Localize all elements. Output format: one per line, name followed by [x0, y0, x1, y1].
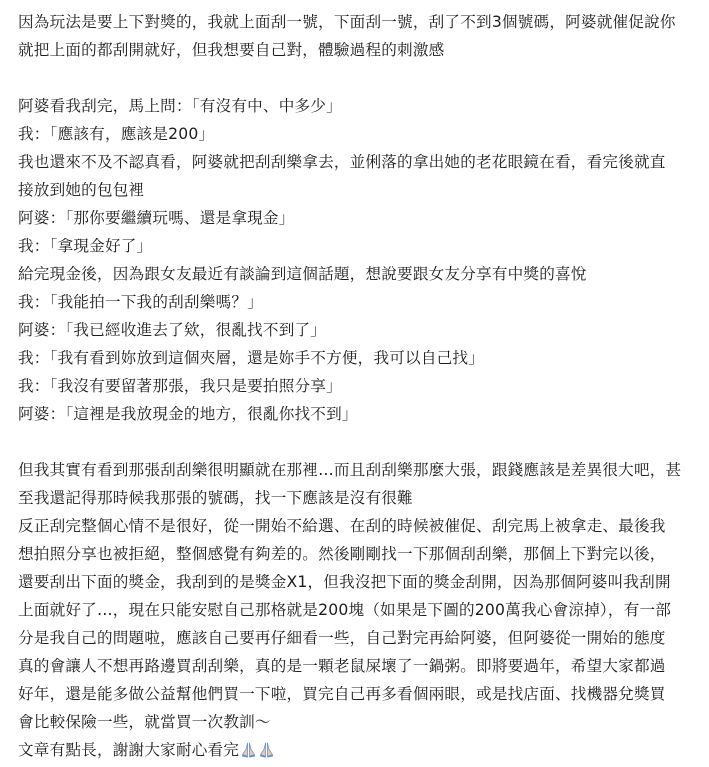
- text-line: [18, 568, 698, 596]
- text-line-content: 阿婆：「我已經收進去了欸，很亂找不到了」: [18, 321, 327, 339]
- text-line-content: 但我其實有看到那張刮刮樂很明顯就在那裡…而且刮刮樂那麼大張，跟錢應該是差異很大吧，甚: [18, 461, 682, 479]
- paragraph: [18, 456, 698, 512]
- paragraph: [18, 232, 698, 260]
- text-line: [18, 540, 698, 568]
- paragraph: [18, 92, 698, 120]
- text-line: [18, 148, 698, 176]
- text-line: [18, 372, 698, 400]
- text-line: [18, 708, 698, 736]
- text-line-content: 就把上面的都刮開就好，但我想要自己對，體驗過程的刺激感: [18, 41, 445, 59]
- text-line: [18, 36, 698, 64]
- text-line-content: 還要刮出下面的獎金，我刮到的是獎金X1，但我沒把下面的獎金刮開，因為那個阿婆叫我刮開: [18, 573, 671, 591]
- paragraph: [18, 400, 698, 428]
- paragraph: [18, 204, 698, 232]
- text-line-content: 分是我自己的問題啦，應該自己要再仔細看一些，自己對完再給阿婆，但阿婆從一開始的態度: [18, 629, 666, 647]
- text-line-content: 我：「我能拍一下我的刮刮樂嗎？」: [18, 293, 263, 311]
- text-line-content: 文章有點長，謝謝大家耐心看完: [18, 741, 240, 759]
- text-line: [18, 316, 698, 344]
- text-line-content: 因為玩法是要上下對獎的，我就上面刮一號，下面刮一號，刮了不到3個號碼，阿婆就催促說你: [18, 13, 676, 31]
- paragraph: [18, 260, 698, 288]
- paragraph: [18, 288, 698, 316]
- paragraph: [18, 316, 698, 344]
- text-line-content: 至我還記得那時候我那張的號碼，找一下應該是沒有很難: [18, 489, 413, 507]
- folded-hands-icon: [240, 739, 257, 756]
- paragraph-spacer: [18, 428, 698, 456]
- paragraph: [18, 8, 698, 64]
- text-line: [18, 456, 698, 484]
- text-line: [18, 736, 698, 764]
- text-line-content: 阿婆：「這裡是我放現金的地方，很亂你找不到」: [18, 405, 358, 423]
- text-line-content: 我：「拿現金好了」: [18, 237, 153, 255]
- text-line-content: 我：「應該有，應該是200」: [18, 125, 215, 143]
- paragraph: [18, 372, 698, 400]
- paragraph: [18, 512, 698, 736]
- text-line: [18, 232, 698, 260]
- text-line: [18, 624, 698, 652]
- text-line: [18, 680, 698, 708]
- text-line: [18, 204, 698, 232]
- paragraph-spacer: [18, 64, 698, 92]
- text-line-content: 阿婆：「那你要繼續玩嗎、還是拿現金」: [18, 209, 295, 227]
- text-line: [18, 288, 698, 316]
- text-line: [18, 652, 698, 680]
- text-line-content: 我也還來不及不認真看，阿婆就把刮刮樂拿去，並俐落的拿出她的老花眼鏡在看，看完後就直: [18, 153, 666, 171]
- text-line-content: 上面就好了…，現在只能安慰自己那格就是200塊（如果是下圖的200萬我心會涼掉），有一部: [18, 601, 672, 619]
- text-line-content: 阿婆看我刮完，馬上問：「有沒有中、中多少」: [18, 97, 342, 115]
- folded-hands-icon: [258, 739, 275, 756]
- text-line-content: 反正刮完整個心情不是很好，從一開始不給選、在刮的時候被催促、刮完馬上被拿走、最後我: [18, 517, 666, 535]
- text-line: [18, 92, 698, 120]
- text-line: [18, 260, 698, 288]
- text-line-content: 真的會讓人不想再路邊買刮刮樂，真的是一顆老鼠屎壞了一鍋粥。即將要過年，希望大家都過: [18, 657, 666, 675]
- text-line: [18, 8, 698, 36]
- text-line-content: 我：「我有看到妳放到這個夾層，還是妳手不方便，我可以自己找」: [18, 349, 485, 367]
- text-line: [18, 176, 698, 204]
- paragraph: [18, 344, 698, 372]
- paragraph: [18, 120, 698, 148]
- text-line: [18, 400, 698, 428]
- text-line: [18, 344, 698, 372]
- text-line-content: 接放到她的包包裡: [18, 181, 145, 199]
- text-line-content: 我：「我沒有要留著那張，我只是要拍照分享」: [18, 377, 342, 395]
- text-line: [18, 484, 698, 512]
- text-line: [18, 512, 698, 540]
- post-body: [18, 8, 698, 764]
- text-line: [18, 596, 698, 624]
- paragraph: [18, 736, 698, 764]
- text-line: [18, 120, 698, 148]
- text-line-content: 好年，還是能多做公益幫他們買一下啦，買完自己再多看個兩眼，或是找店面、找機器兌獎買: [18, 685, 666, 703]
- text-line-content: 會比較保險一些，就當買一次教訓～: [18, 713, 271, 731]
- text-line-content: 給完現金後，因為跟女友最近有談論到這個話題，想說要跟女友分享有中獎的喜悅: [18, 265, 587, 283]
- text-line-content: 想拍照分享也被拒絕，整個感覺有夠差的。然後剛剛找一下那個刮刮樂，那個上下對完以後，: [18, 545, 666, 563]
- paragraph: [18, 148, 698, 204]
